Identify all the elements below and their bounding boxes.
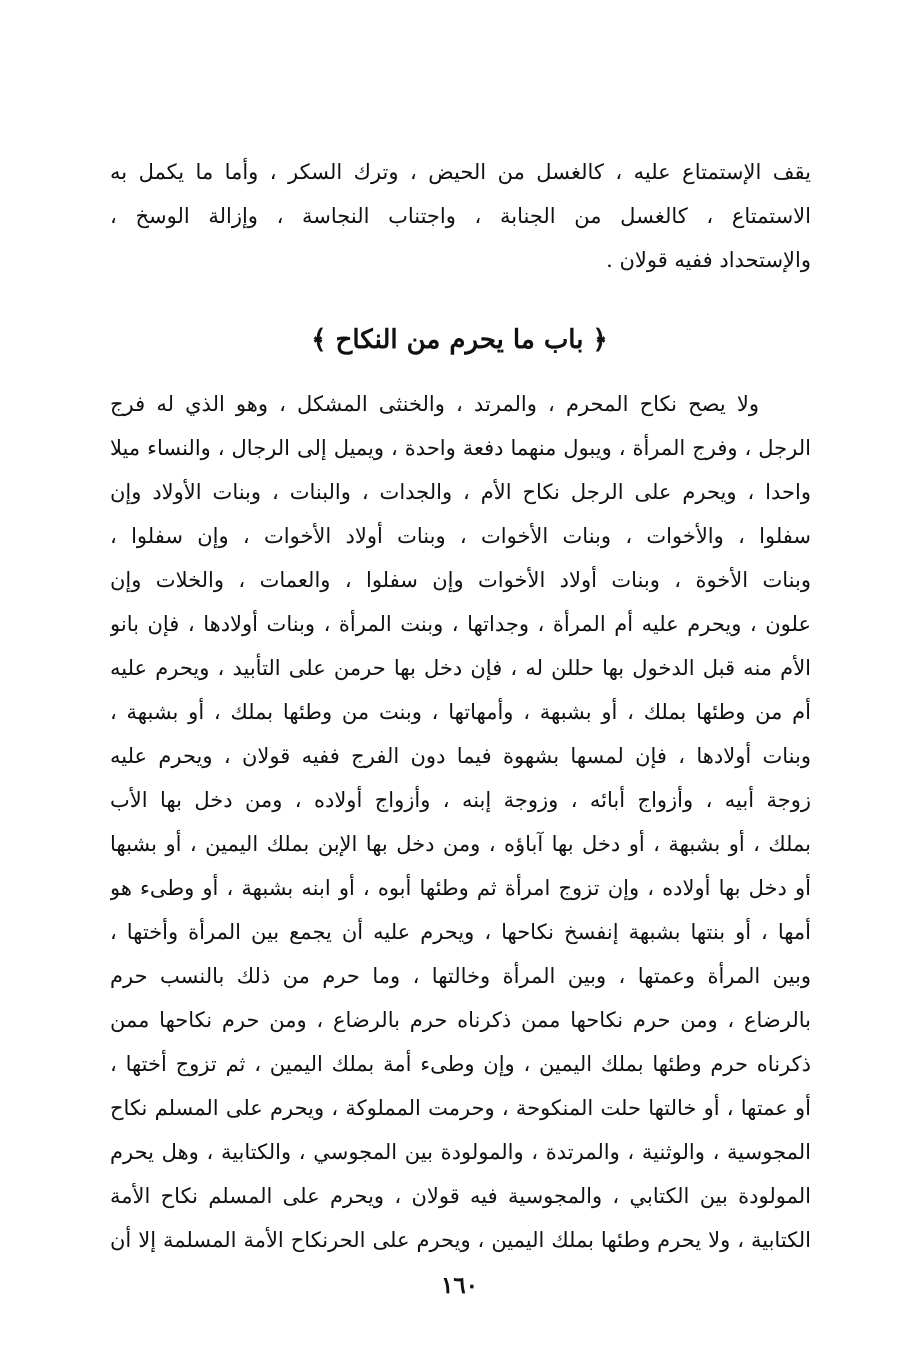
main-paragraph: [110, 382, 811, 1262]
text-line: سفلوا ، والأخوات ، وبنات الأخوات ، وبنات أولاد الأخوات ، وإن سفلوا ،: [110, 524, 811, 548]
intro-paragraph: [110, 150, 811, 282]
text-line: المولودة بين الكتابي ، والمجوسية فيه قولان ، ويحرم على المسلم نكاح الأمة: [110, 1184, 811, 1208]
text-line: بملك ، أو بشبهة ، أو دخل بها آباؤه ، ومن دخل بها الإبن بملك اليمين ، أو بشبها: [110, 832, 811, 856]
text-line: وبنات الأخوة ، وبنات أولاد الأخوات وإن سفلوا ، والعمات ، والخلات وإن: [110, 568, 811, 592]
text-line: المجوسية ، والوثنية ، والمرتدة ، والمولودة بين المجوسي ، والكتابية ، وهل يحرم: [110, 1140, 811, 1164]
text-line: يقف الإستمتاع عليه ، كالغسل من الحيض ، وترك السكر ، وأما ما يكمل به: [110, 160, 811, 184]
text-line: الاستمتاع ، كالغسل من الجنابة ، واجتناب النجاسة ، وإزالة الوسخ ،: [110, 204, 811, 228]
text-line: ولا يصح نكاح المحرم ، والمرتد ، والخنثى المشكل ، وهو الذي له فرج: [110, 392, 759, 416]
text-line: وبين المرأة وعمتها ، وبين المرأة وخالتها ، وما حرم من ذلك بالنسب حرم: [110, 964, 811, 988]
text-line: الكتابية ، ولا يحرم وطئها بملك اليمين ، ويحرم على الحرنكاح الأمة المسلمة إلا أن: [110, 1228, 811, 1252]
text-line: أمها ، أو بنتها بشبهة إنفسخ نكاحها ، ويحرم عليه أن يجمع بين المرأة وأختها ،: [110, 920, 811, 944]
text-line: أم من وطئها بملك ، أو بشبهة ، وأمهاتها ، وبنت من وطئها بملك ، أو بشبهة ،: [110, 700, 811, 724]
text-line: واحدا ، ويحرم على الرجل نكاح الأم ، والجدات ، والبنات ، وبنات الأولاد وإن: [110, 480, 811, 504]
text-line: الأم منه قبل الدخول بها حللن له ، فإن دخل بها حرمن على التأبيد ، ويحرم عليه: [110, 656, 811, 680]
text-line: والإستحداد ففيه قولان .: [606, 248, 811, 272]
text-line: وبنات أولادها ، فإن لمسها بشهوة فيما دون الفرج ففيه قولان ، ويحرم عليه: [110, 744, 811, 768]
text-line: أو عمتها ، أو خالتها حلت المنكوحة ، وحرمت المملوكة ، ويحرم على المسلم نكاح: [110, 1096, 811, 1120]
text-line: أو دخل بها أولاده ، وإن تزوج امرأة ثم وطئها أبوه ، أو ابنه بشبهة ، أو وطىء هو: [110, 876, 811, 900]
text-line: الرجل ، وفرج المرأة ، ويبول منهما دفعة واحدة ، ويميل إلى الرجال ، والنساء ميلا: [110, 436, 811, 460]
text-line: بالرضاع ، ومن حرم نكاحها ممن ذكرناه حرم بالرضاع ، ومن حرم نكاحها ممن: [110, 1008, 811, 1032]
text-line: زوجة أبيه ، وأزواج أبائه ، وزوجة إبنه ، وأزواج أولاده ، ومن دخل بها الأب: [110, 788, 811, 812]
text-line: علون ، ويحرم عليه أم المرأة ، وجداتها ، وبنت المرأة ، وبنات أولادها ، فإن بانو: [110, 612, 811, 636]
page-number: ١٦٠: [440, 1272, 479, 1299]
chapter-heading: ﴿ باب ما يحرم من النكاح ﴾: [311, 325, 608, 355]
text-line: ذكرناه حرم وطئها بملك اليمين ، وإن وطىء أمة بملك اليمين ، ثم تزوج أختها ،: [110, 1052, 811, 1076]
